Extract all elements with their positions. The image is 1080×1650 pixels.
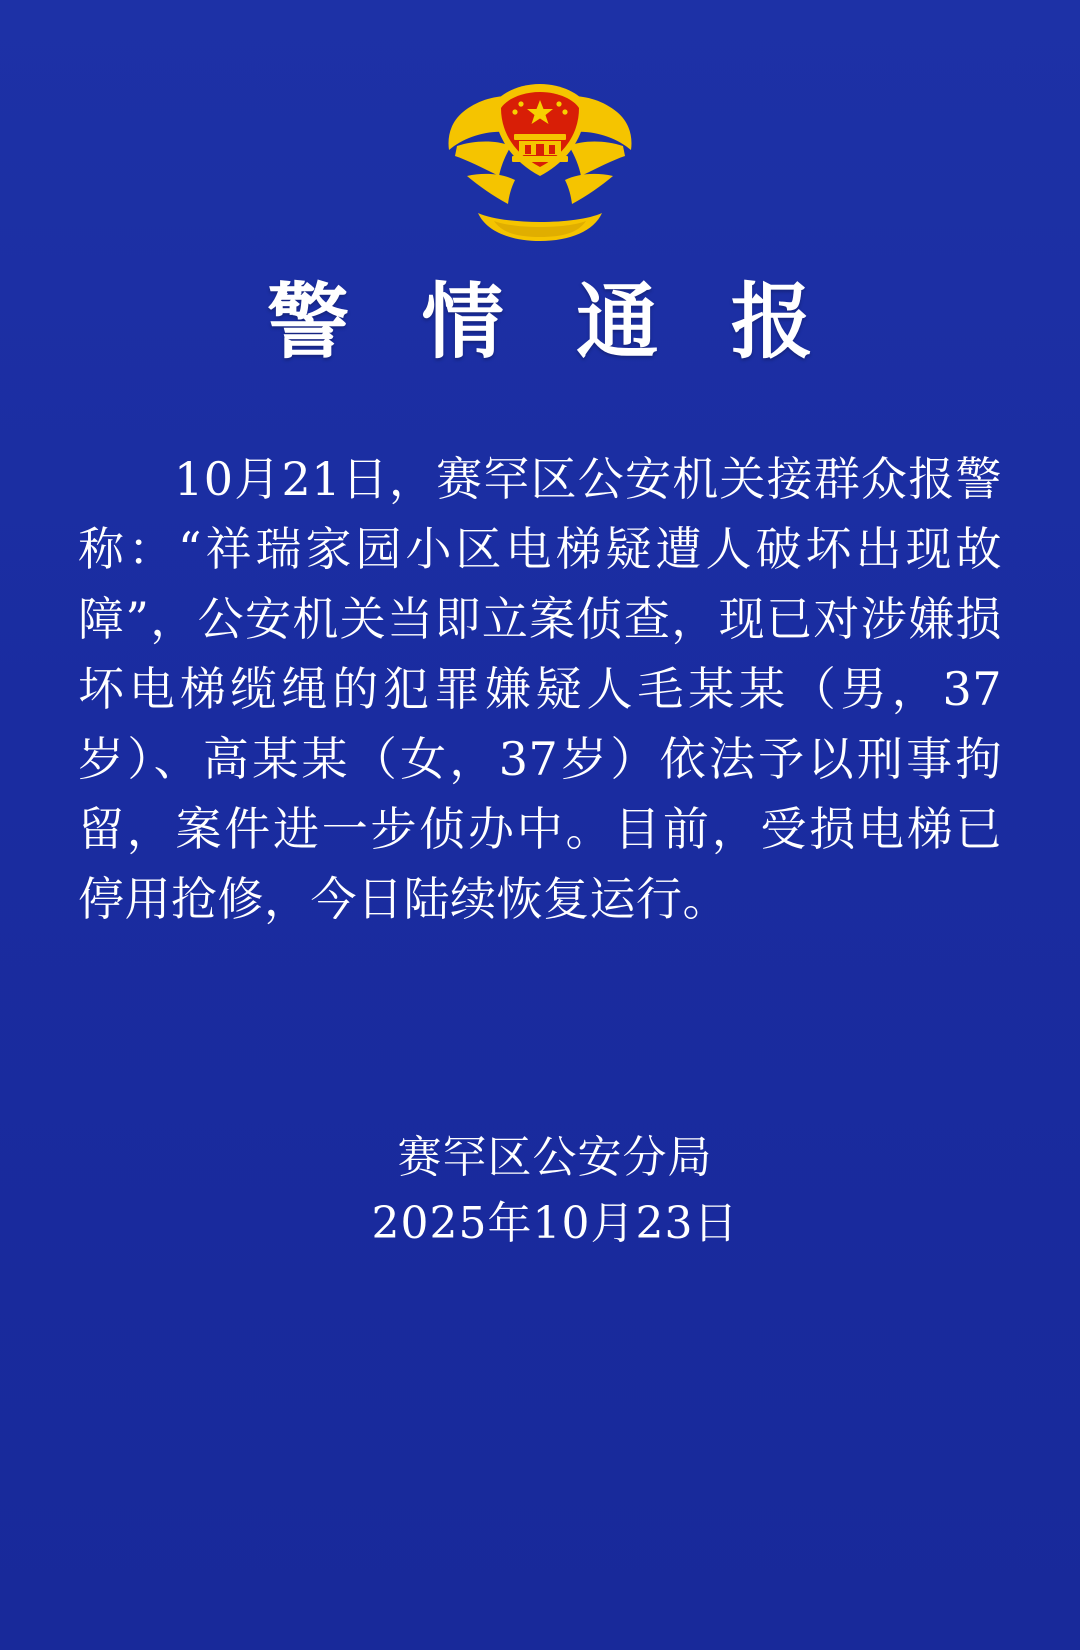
- page-title: 警 情 通 报: [267, 274, 835, 370]
- signature-date: 2025年10月23日: [371, 1197, 739, 1249]
- notice-body-text: 10月21日，赛罕区公安机关接群众报警称：“祥瑞家园小区电梯疑遭人破坏出现故障”，公安机关当即立案侦查，现已对涉嫌损坏电梯缆绳的犯罪嫌疑人毛某某（男，37岁）、高某某（女，37岁）依法予以刑事拘留，案件进一步侦办中。目前，受损电梯已停用抢修，今日陆续恢复运行。: [78, 452, 1002, 926]
- emblem-shield-icon: [488, 82, 592, 178]
- signature-issuer: 赛罕区公安分局: [397, 1131, 713, 1183]
- emblem-container: [64, 0, 1016, 243]
- china-police-emblem-icon: [445, 78, 635, 243]
- signature-block: [64, 1125, 1016, 1257]
- emblem-base-icon: [474, 209, 606, 243]
